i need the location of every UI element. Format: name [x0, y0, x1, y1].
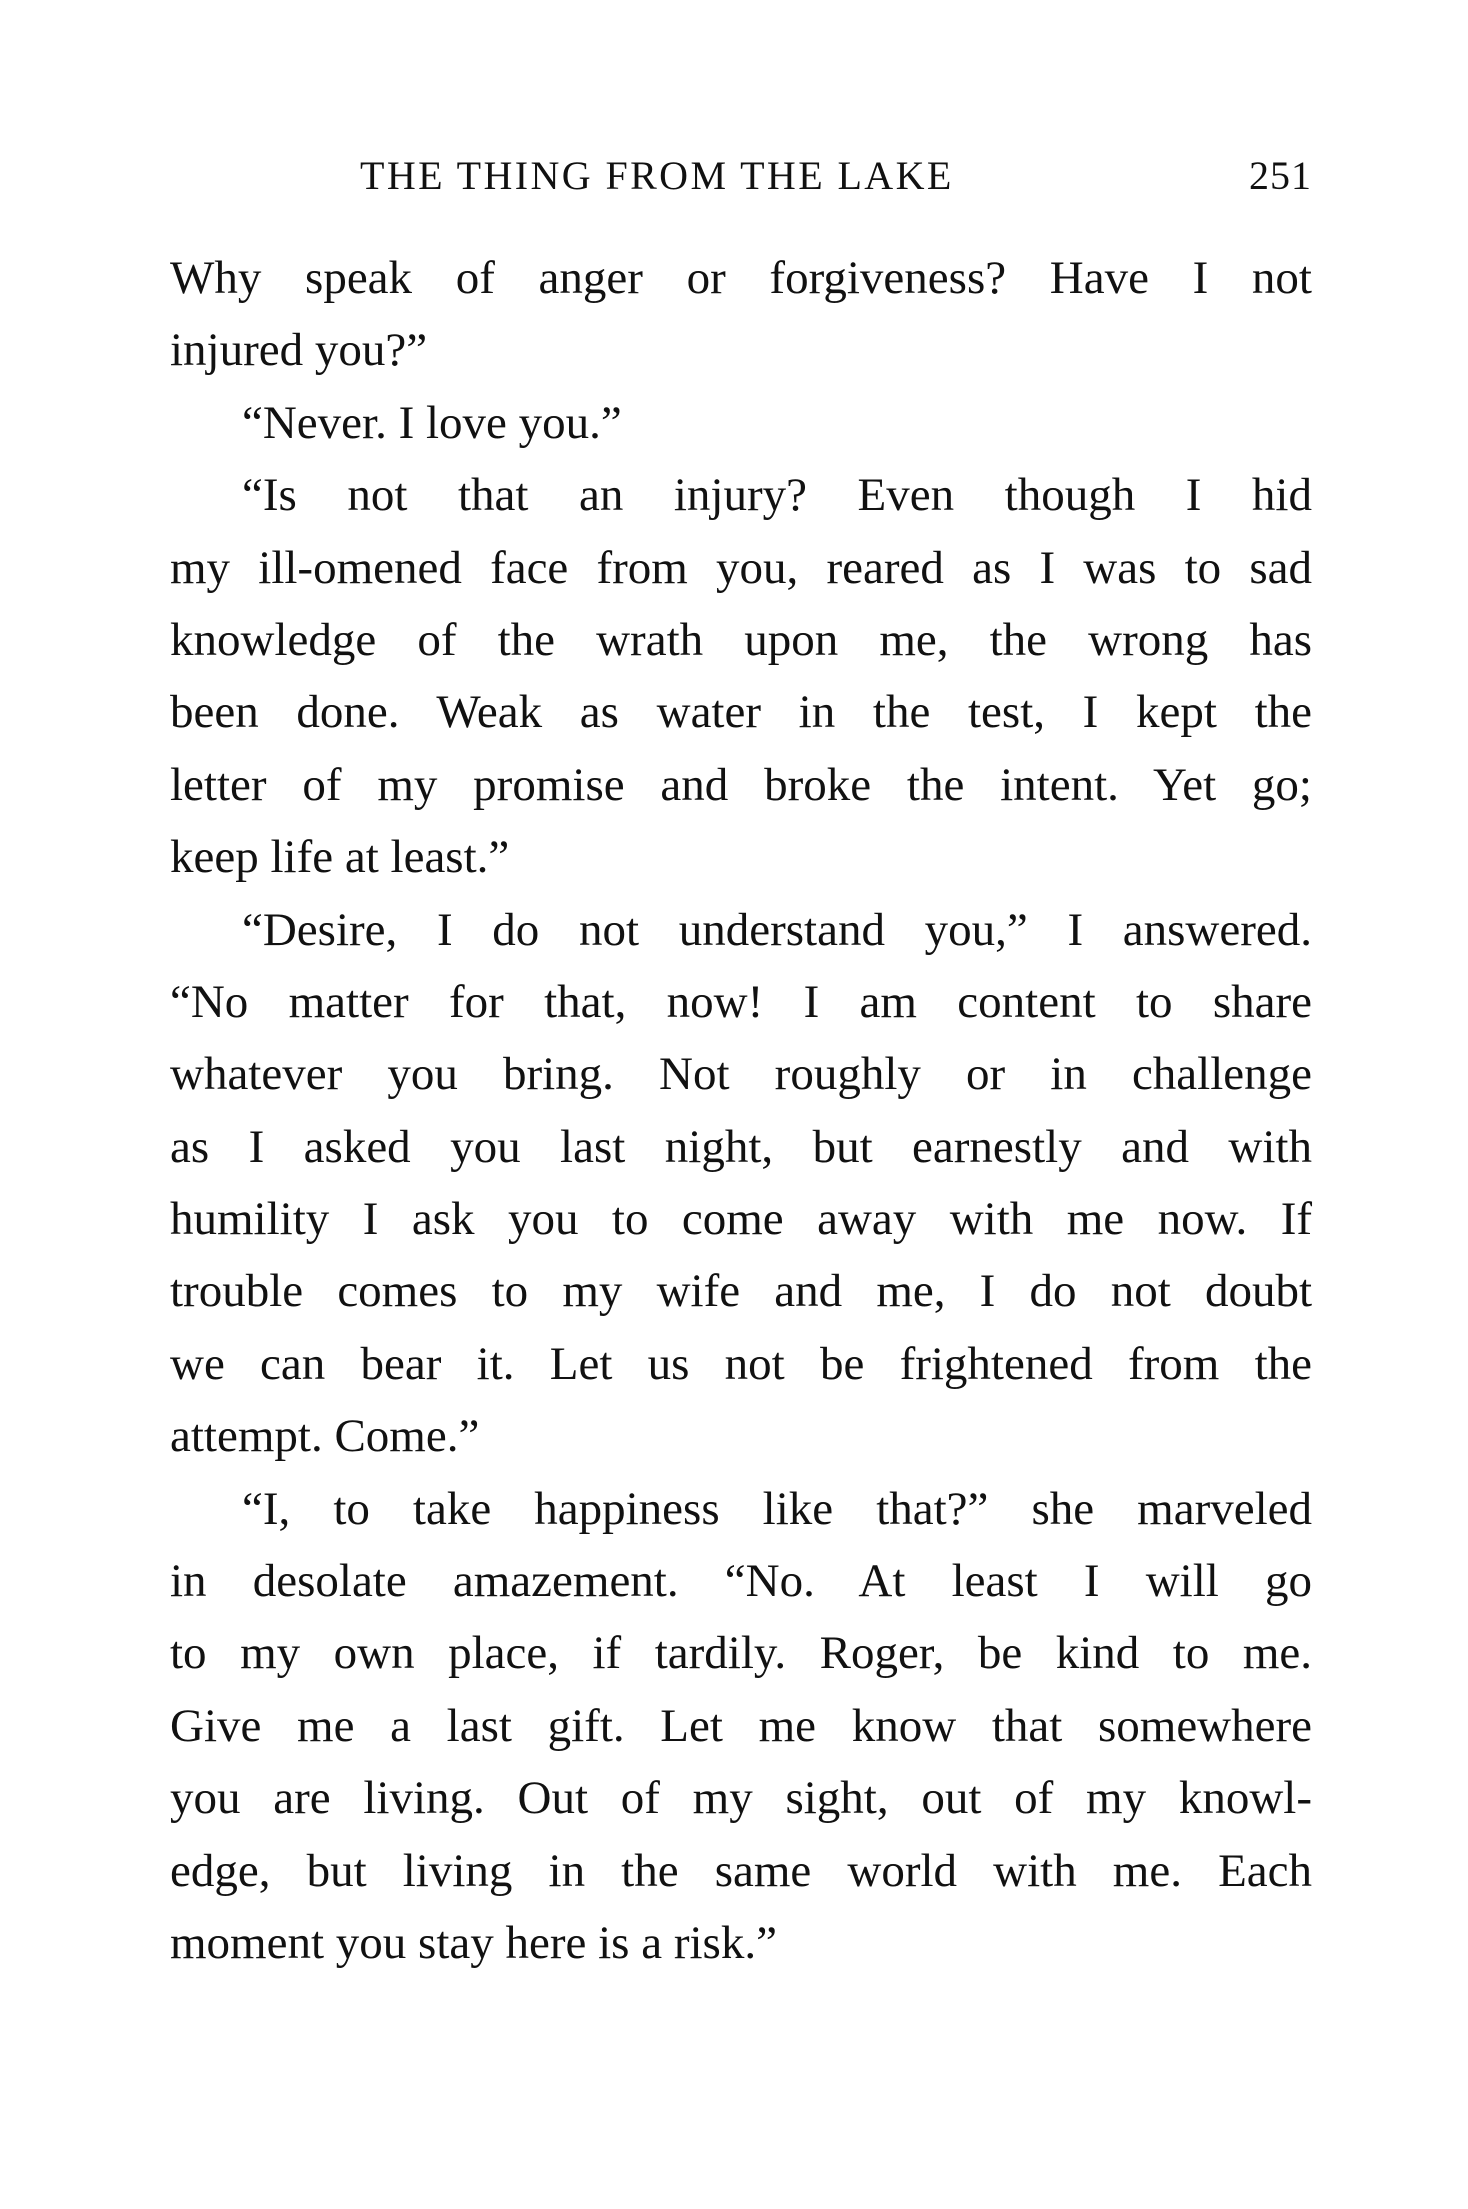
text-line: “Is not that an injury? Even though I hid [242, 469, 1312, 522]
text-line: my ill-omened face from you, reared as I was to sad [170, 541, 1312, 594]
text-line: we can bear it. Let us not be frightened from the [170, 1337, 1312, 1390]
running-title: THE THING FROM THE LAKE [360, 153, 954, 198]
text-line: as I asked you last night, but earnestly and with [170, 1120, 1312, 1173]
text-line: you are living. Out of my sight, out of my knowl- [170, 1772, 1312, 1825]
text-line: been done. Weak as water in the test, I kept the [170, 686, 1312, 739]
text-line: humility I ask you to come away with me now. If [170, 1193, 1312, 1246]
text-line: “No matter for that, now! I am content to share [170, 975, 1312, 1028]
text-line: Give me a last gift. Let me know that somewhere [170, 1699, 1312, 1752]
body-text [170, 242, 1312, 1979]
text-line: injured you?” [170, 324, 428, 377]
text-line: knowledge of the wrath upon me, the wrong has [170, 613, 1312, 666]
text-line: “Never. I love you.” [242, 396, 622, 449]
text-line: attempt. Come.” [170, 1410, 480, 1463]
text-line: moment you stay here is a risk.” [170, 1916, 777, 1969]
text-line: “I, to take happiness like that?” she marveled [242, 1482, 1312, 1535]
text-line: trouble comes to my wife and me, I do not doubt [170, 1265, 1312, 1318]
text-line: “Desire, I do not understand you,” I answered. [242, 903, 1312, 956]
text-line: letter of my promise and broke the intent. Yet go; [170, 758, 1312, 811]
text-line: Why speak of anger or forgiveness? Have I not [170, 252, 1312, 304]
running-head [170, 152, 1312, 212]
text-line: whatever you bring. Not roughly or in challenge [170, 1048, 1312, 1101]
page-number: 251 [1249, 153, 1312, 198]
text-line: to my own place, if tardily. Roger, be kind to me. [170, 1627, 1312, 1680]
text-line: in desolate amazement. “No. At least I will go [170, 1555, 1312, 1608]
text-line: keep life at least.” [170, 831, 510, 884]
text-line: edge, but living in the same world with me. Each [170, 1844, 1312, 1897]
